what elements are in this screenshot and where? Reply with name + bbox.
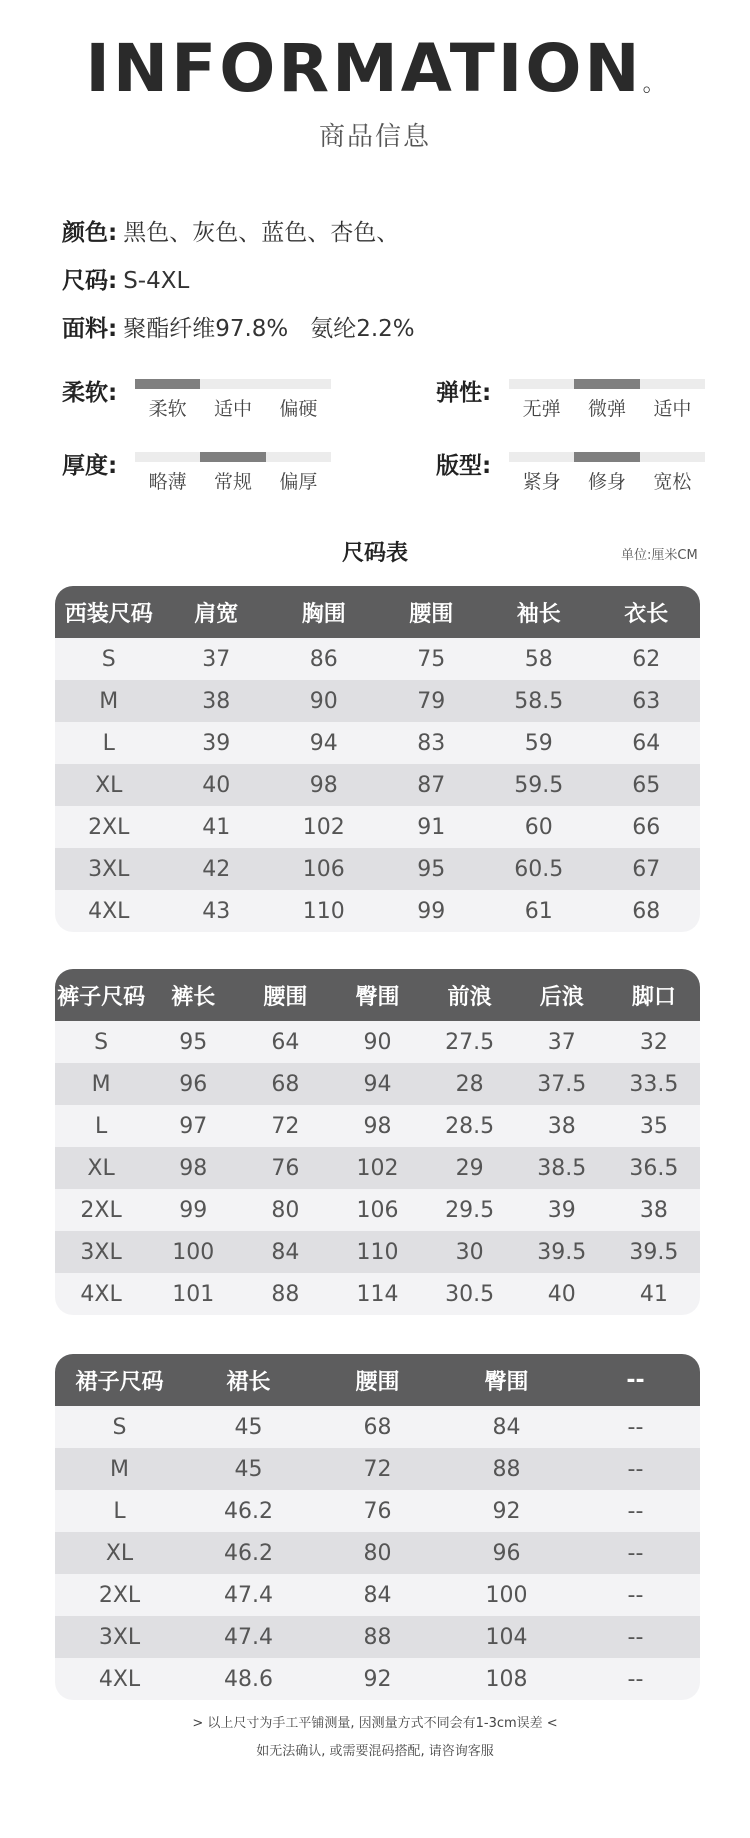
table-cell: 47.4 <box>224 1624 273 1650</box>
table-cell: 45 <box>234 1456 263 1482</box>
table-cell: 2XL <box>88 814 130 840</box>
table-cell: 68 <box>363 1414 392 1440</box>
prop-fit-bar <box>509 452 705 462</box>
table-cell: 106 <box>302 856 345 882</box>
table-row <box>55 1273 700 1315</box>
title-mark: 。 <box>642 72 665 97</box>
table-cell: 84 <box>492 1414 521 1440</box>
info-color <box>62 214 399 247</box>
header-cell: 胸围 <box>301 601 346 627</box>
table-cell: 88 <box>363 1624 392 1650</box>
prop-softness-option: 柔软 <box>148 398 187 420</box>
header-cell: 袖长 <box>516 601 561 627</box>
prop-elasticity-bar <box>509 379 705 389</box>
table-cell: 88 <box>492 1456 521 1482</box>
table-cell: 97 <box>179 1113 208 1139</box>
prop-fit-option: 修身 <box>587 471 626 493</box>
prop-elasticity-label: 弹性: <box>436 380 492 406</box>
table-cell: 99 <box>417 898 446 924</box>
table-cell: 96 <box>179 1071 208 1097</box>
table-row <box>55 1448 700 1490</box>
table-cell: 88 <box>271 1281 300 1307</box>
table-cell: M <box>91 1071 111 1097</box>
table-cell: -- <box>627 1456 644 1482</box>
table-cell: 4XL <box>98 1666 141 1692</box>
table-cell: 80 <box>271 1197 300 1223</box>
prop-fit-segment <box>640 452 705 462</box>
info-fabric-label: 面料: <box>62 316 118 342</box>
table-cell: 86 <box>309 646 338 672</box>
table-cell: 72 <box>271 1113 300 1139</box>
table-row <box>55 1616 700 1658</box>
header-cell: 腰围 <box>409 601 454 627</box>
table-row <box>55 890 700 932</box>
prop-softness-segment <box>135 379 200 389</box>
table-cell: 29 <box>455 1155 484 1181</box>
table-cell: 60.5 <box>514 856 564 882</box>
header-cell: 脚口 <box>631 984 676 1010</box>
prop-fit-option: 紧身 <box>522 471 561 493</box>
table-cell: 39.5 <box>537 1239 587 1265</box>
table-cell: 3XL <box>88 856 130 882</box>
header-cell: 腰围 <box>355 1369 400 1395</box>
prop-thickness-segment <box>200 452 265 462</box>
table-cell: 2XL <box>80 1197 122 1223</box>
prop-fit-option: 宽松 <box>653 471 692 493</box>
info-color-value: 黑色、灰色、蓝色、杏色、 <box>123 220 400 246</box>
prop-thickness-option: 常规 <box>213 471 252 493</box>
table-cell: 3XL <box>98 1624 141 1650</box>
table-cell: 4XL <box>80 1281 122 1307</box>
table-cell: L <box>94 1113 108 1139</box>
prop-elasticity-segment <box>509 379 574 389</box>
table-cell: 64 <box>271 1029 300 1055</box>
table-cell: 76 <box>271 1155 300 1181</box>
prop-softness-option: 偏硬 <box>279 398 318 420</box>
info-color-label: 颜色: <box>62 220 118 246</box>
prop-softness-bar <box>135 379 331 389</box>
table-cell: -- <box>627 1624 644 1650</box>
header-cell: 臀围 <box>484 1369 529 1395</box>
header-cell: 西装尺码 <box>64 601 153 627</box>
prop-thickness-segment <box>135 452 200 462</box>
table-cell: 84 <box>271 1239 300 1265</box>
header-cell: 臀围 <box>355 984 400 1010</box>
table-cell: 98 <box>179 1155 208 1181</box>
info-fabric <box>62 310 415 343</box>
table-row <box>55 1105 700 1147</box>
table-cell: 46.2 <box>224 1498 273 1524</box>
header-cell: -- <box>626 1367 645 1393</box>
prop-softness <box>62 374 382 444</box>
page-subtitle: 商品信息 <box>318 122 431 152</box>
table-cell: -- <box>627 1666 644 1692</box>
table-cell: M <box>110 1456 129 1482</box>
table-cell: 100 <box>172 1239 215 1265</box>
page-title: INFORMATION。 <box>85 30 665 107</box>
table-cell: XL <box>87 1155 115 1181</box>
prop-elasticity <box>436 374 750 444</box>
table-cell: 99 <box>179 1197 208 1223</box>
table-row <box>55 1490 700 1532</box>
table-cell: 90 <box>363 1029 392 1055</box>
table-cell: 61 <box>524 898 553 924</box>
size-chart-heading: 尺码表 <box>341 541 408 566</box>
table-cell: XL <box>105 1540 134 1566</box>
table-cell: 98 <box>309 772 338 798</box>
table-cell: 68 <box>271 1071 300 1097</box>
suit-size-table <box>55 586 700 932</box>
prop-softness-segment <box>266 379 331 389</box>
table-cell: 90 <box>309 688 338 714</box>
table-cell: 33.5 <box>629 1071 679 1097</box>
table-cell: 106 <box>356 1197 399 1223</box>
table-cell: 39.5 <box>629 1239 679 1265</box>
table-cell: 38 <box>639 1197 668 1223</box>
table-row <box>55 1147 700 1189</box>
table-cell: 80 <box>363 1540 392 1566</box>
table-cell: 40 <box>202 772 231 798</box>
table-header <box>55 586 700 638</box>
table-cell: 48.6 <box>224 1666 273 1692</box>
table-cell: 28.5 <box>445 1113 495 1139</box>
table-header <box>55 1354 700 1406</box>
prop-fit <box>436 447 750 517</box>
table-cell: 96 <box>492 1540 521 1566</box>
pants-size-table <box>55 969 700 1315</box>
table-cell: 40 <box>547 1281 576 1307</box>
prop-elasticity-segment <box>574 379 639 389</box>
prop-softness-option: 适中 <box>213 398 252 420</box>
info-size-label: 尺码: <box>62 268 118 294</box>
header-cell: 裙长 <box>226 1369 271 1395</box>
table-cell: 41 <box>639 1281 668 1307</box>
table-row <box>55 638 700 680</box>
table-cell: 58 <box>524 646 553 672</box>
table-cell: 64 <box>632 730 661 756</box>
prop-elasticity-option: 适中 <box>653 398 692 420</box>
prop-thickness <box>62 447 382 517</box>
table-cell: 58.5 <box>514 688 564 714</box>
size-chart-unit: 单位:厘米CM <box>621 548 698 563</box>
prop-thickness-bar <box>135 452 331 462</box>
table-cell: 100 <box>485 1582 528 1608</box>
table-cell: 42 <box>202 856 231 882</box>
table-cell: 41 <box>202 814 231 840</box>
header-cell: 裤子尺码 <box>57 984 146 1010</box>
header-cell: 前浪 <box>447 984 492 1010</box>
table-row <box>55 1063 700 1105</box>
table-cell: -- <box>627 1414 644 1440</box>
table-cell: 92 <box>363 1666 392 1692</box>
prop-thickness-option: 偏厚 <box>279 471 318 493</box>
prop-elasticity-option: 微弹 <box>587 398 626 420</box>
prop-elasticity-options <box>509 394 705 421</box>
prop-thickness-options <box>135 467 331 494</box>
table-cell: 63 <box>632 688 661 714</box>
table-cell: S <box>94 1029 109 1055</box>
table-cell: XL <box>95 772 123 798</box>
table-row <box>55 1658 700 1700</box>
table-cell: M <box>99 688 119 714</box>
table-cell: L <box>113 1498 126 1524</box>
table-cell: S <box>112 1414 127 1440</box>
table-cell: 108 <box>485 1666 528 1692</box>
table-cell: 35 <box>639 1113 668 1139</box>
table-cell: 87 <box>417 772 446 798</box>
table-cell: 2XL <box>98 1582 141 1608</box>
table-cell: 104 <box>485 1624 528 1650</box>
table-cell: 114 <box>356 1281 399 1307</box>
table-cell: S <box>101 646 116 672</box>
table-cell: 30 <box>455 1239 484 1265</box>
prop-fit-segment <box>574 452 639 462</box>
table-cell: 47.4 <box>224 1582 273 1608</box>
table-cell: 28 <box>455 1071 484 1097</box>
info-size-value: S-4XL <box>123 268 190 294</box>
table-cell: 84 <box>363 1582 392 1608</box>
table-cell: 92 <box>492 1498 521 1524</box>
table-cell: 38 <box>202 688 231 714</box>
table-cell: 39 <box>547 1197 576 1223</box>
table-cell: 102 <box>356 1155 399 1181</box>
header-cell: 肩宽 <box>194 601 239 627</box>
table-cell: 37 <box>547 1029 576 1055</box>
table-cell: 62 <box>632 646 661 672</box>
info-fabric-value: 聚酯纤维97.8% 氨纶2.2% <box>123 316 415 342</box>
table-cell: 36.5 <box>629 1155 679 1181</box>
table-cell: 29.5 <box>445 1197 495 1223</box>
header-cell: 裙子尺码 <box>75 1369 164 1395</box>
table-cell: 45 <box>234 1414 263 1440</box>
table-row <box>55 1021 700 1063</box>
table-cell: 95 <box>417 856 446 882</box>
skirt-size-table <box>55 1354 700 1700</box>
table-cell: 46.2 <box>224 1540 273 1566</box>
table-cell: 110 <box>302 898 345 924</box>
table-cell: 43 <box>202 898 231 924</box>
table-cell: -- <box>627 1498 644 1524</box>
table-cell: 101 <box>172 1281 215 1307</box>
prop-elasticity-option: 无弹 <box>522 398 561 420</box>
table-cell: 94 <box>309 730 338 756</box>
prop-softness-label: 柔软: <box>62 380 118 406</box>
table-cell: 94 <box>363 1071 392 1097</box>
table-row <box>55 1532 700 1574</box>
prop-thickness-segment <box>266 452 331 462</box>
table-cell: 38.5 <box>537 1155 587 1181</box>
table-cell: 3XL <box>80 1239 122 1265</box>
table-cell: 37.5 <box>537 1071 587 1097</box>
table-cell: 66 <box>632 814 661 840</box>
info-size <box>62 262 189 295</box>
table-cell: 27.5 <box>445 1029 495 1055</box>
table-cell: 76 <box>363 1498 392 1524</box>
table-row <box>55 1406 700 1448</box>
table-row <box>55 806 700 848</box>
table-row <box>55 1189 700 1231</box>
table-cell: 65 <box>632 772 661 798</box>
table-row <box>55 1231 700 1273</box>
table-cell: 60 <box>524 814 553 840</box>
table-cell: 37 <box>202 646 231 672</box>
table-cell: 32 <box>639 1029 668 1055</box>
table-row <box>55 1574 700 1616</box>
table-cell: 30.5 <box>445 1281 495 1307</box>
table-cell: 75 <box>417 646 446 672</box>
table-row <box>55 680 700 722</box>
table-header <box>55 969 700 1021</box>
table-cell: 4XL <box>88 898 130 924</box>
table-cell: 79 <box>417 688 446 714</box>
table-row <box>55 848 700 890</box>
table-cell: 68 <box>632 898 661 924</box>
prop-softness-segment <box>200 379 265 389</box>
prop-thickness-option: 略薄 <box>148 471 187 493</box>
table-cell: -- <box>627 1582 644 1608</box>
prop-softness-options <box>135 394 331 421</box>
table-row <box>55 764 700 806</box>
table-cell: 95 <box>179 1029 208 1055</box>
table-cell: L <box>102 730 115 756</box>
table-row <box>55 722 700 764</box>
table-cell: 59 <box>524 730 553 756</box>
header-cell: 后浪 <box>539 984 584 1010</box>
table-cell: 72 <box>363 1456 392 1482</box>
table-cell: 91 <box>417 814 446 840</box>
prop-fit-label: 版型: <box>436 453 492 479</box>
header-cell: 裤长 <box>171 984 216 1010</box>
table-cell: 102 <box>302 814 345 840</box>
prop-fit-segment <box>509 452 574 462</box>
table-cell: 110 <box>356 1239 399 1265</box>
table-cell: 39 <box>202 730 231 756</box>
prop-fit-options <box>509 467 705 494</box>
table-cell: 59.5 <box>514 772 564 798</box>
table-cell: 83 <box>417 730 446 756</box>
prop-elasticity-segment <box>640 379 705 389</box>
header-cell: 衣长 <box>624 601 669 627</box>
prop-thickness-label: 厚度: <box>62 453 118 479</box>
contact-note: 如无法确认, 或需要混码搭配, 请咨询客服 <box>256 1744 494 1759</box>
table-cell: 98 <box>363 1113 392 1139</box>
measurement-note: > 以上尺寸为手工平铺测量, 因测量方式不同会有1-3cm误差 < <box>192 1716 558 1731</box>
table-cell: 67 <box>632 856 661 882</box>
header-cell: 腰围 <box>263 984 308 1010</box>
table-cell: 38 <box>547 1113 576 1139</box>
table-cell: -- <box>627 1540 644 1566</box>
